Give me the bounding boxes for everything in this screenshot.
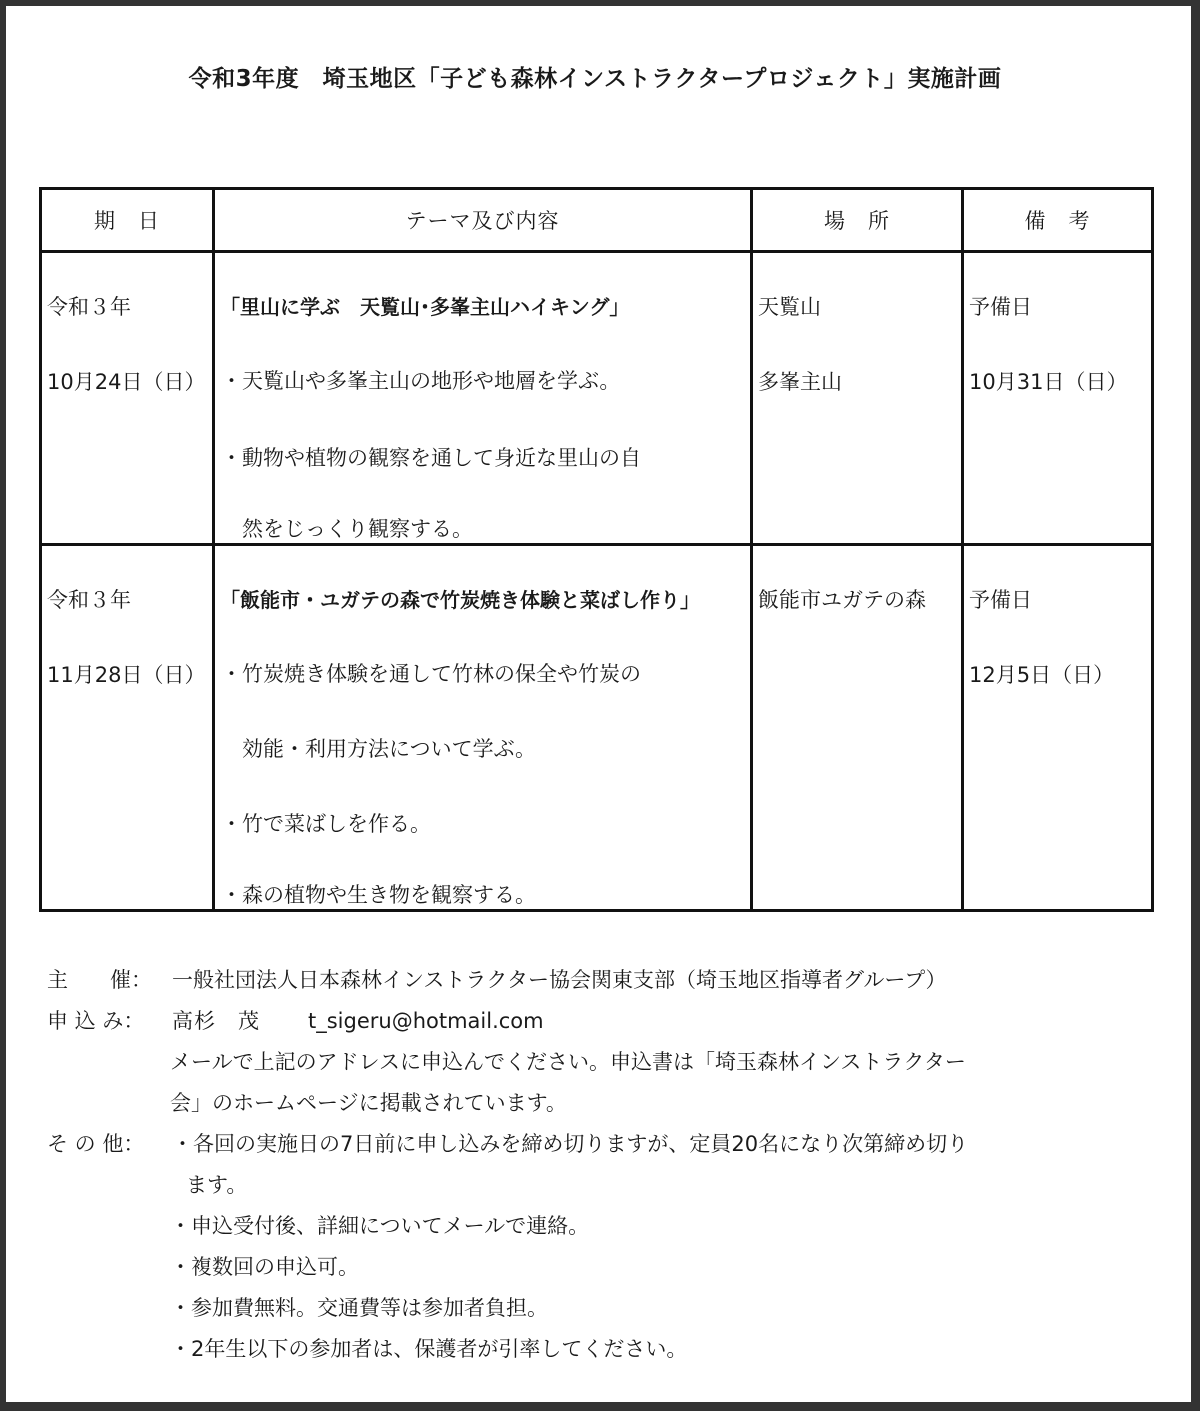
note-cell bbox=[963, 545, 1153, 911]
table-row bbox=[41, 545, 1153, 911]
header-date: 期 日 bbox=[41, 189, 214, 252]
date-era: 令和３年 bbox=[47, 295, 131, 319]
reserve-day-label: 予備日 bbox=[969, 295, 1032, 319]
schedule-table bbox=[39, 187, 1154, 912]
theme-title: 「里山に学ぶ 天覧山･多峯主山ハイキング」 bbox=[220, 295, 630, 319]
apply-label: 申 込 み： bbox=[47, 1009, 145, 1033]
apply-row bbox=[47, 1001, 1147, 1042]
place-name: 天覧山 bbox=[758, 295, 821, 319]
theme-title: 「飯能市・ユガテの森で竹炭焼き体験と菜ばし作り」 bbox=[220, 588, 700, 612]
reserve-day-date: 10月31日（日） bbox=[969, 370, 1128, 394]
date-value: 10月24日（日） bbox=[47, 370, 206, 394]
other-item: ます。 bbox=[186, 1173, 248, 1197]
note-cell bbox=[963, 252, 1153, 545]
other-item: ・参加費無料。交通費等は参加者負担。 bbox=[170, 1296, 548, 1320]
date-era: 令和３年 bbox=[47, 588, 131, 612]
other-row bbox=[47, 1124, 1147, 1165]
header-note: 備 考 bbox=[963, 189, 1153, 252]
reserve-day-label: 予備日 bbox=[969, 588, 1032, 612]
table-row bbox=[41, 252, 1153, 545]
content-line: ・竹で菜ばしを作る。 bbox=[221, 812, 431, 836]
place-name: 飯能市ユガテの森 bbox=[758, 588, 926, 612]
other-label: そ の 他： bbox=[47, 1132, 145, 1156]
content-line: 効能・利用方法について学ぶ。 bbox=[242, 737, 536, 761]
other-item: ・複数回の申込可。 bbox=[170, 1255, 359, 1279]
header-place: 場 所 bbox=[752, 189, 963, 252]
organizer-label: 主 催： bbox=[47, 968, 152, 992]
theme-cell bbox=[214, 252, 752, 545]
content-line: ・竹炭焼き体験を通して竹林の保全や竹炭の bbox=[221, 662, 641, 686]
theme-cell bbox=[214, 545, 752, 911]
other-item: ・申込受付後、詳細についてメールで連絡。 bbox=[170, 1214, 590, 1238]
date-value: 11月28日（日） bbox=[47, 663, 206, 687]
other-item: ・2年生以下の参加者は、保護者が引率してください。 bbox=[170, 1337, 688, 1361]
content-line: ・天覧山や多峯主山の地形や地層を学ぶ。 bbox=[221, 369, 621, 393]
place-cell bbox=[752, 252, 963, 545]
organizer-row bbox=[47, 960, 1147, 1001]
place-cell bbox=[752, 545, 963, 911]
table-header-row bbox=[41, 189, 1153, 252]
page-title: 令和3年度 埼玉地区「子ども森林インストラクタープロジェクト」実施計画 bbox=[188, 66, 1002, 92]
header-theme: テーマ及び内容 bbox=[214, 189, 752, 252]
date-cell bbox=[41, 252, 214, 545]
place-name: 多峯主山 bbox=[758, 370, 842, 394]
content-line: ・動物や植物の観察を通して身近な里山の自 bbox=[221, 446, 641, 470]
content-line: 然をじっくり観察する。 bbox=[242, 517, 473, 541]
contact-email[interactable]: t_sigeru@hotmail.com bbox=[308, 1009, 544, 1033]
reserve-day-date: 12月5日（日） bbox=[969, 663, 1115, 687]
apply-text-line: 会」のホームページに掲載されています。 bbox=[170, 1091, 567, 1115]
notes-section bbox=[47, 960, 1147, 1370]
apply-text-line: メールで上記のアドレスに申込んでください。申込書は「埼玉森林インストラクター bbox=[170, 1050, 966, 1074]
contact-name: 高杉 茂 bbox=[172, 1009, 260, 1033]
date-cell bbox=[41, 545, 214, 911]
organizer-name: 一般社団法人日本森林インストラクター協会関東支部（埼玉地区指導者グループ） bbox=[172, 968, 947, 992]
other-item: ・各回の実施日の7日前に申し込みを締め切りますが、定員20名になり次第締め切り bbox=[172, 1132, 969, 1156]
content-line: ・森の植物や生き物を観察する。 bbox=[221, 883, 536, 907]
